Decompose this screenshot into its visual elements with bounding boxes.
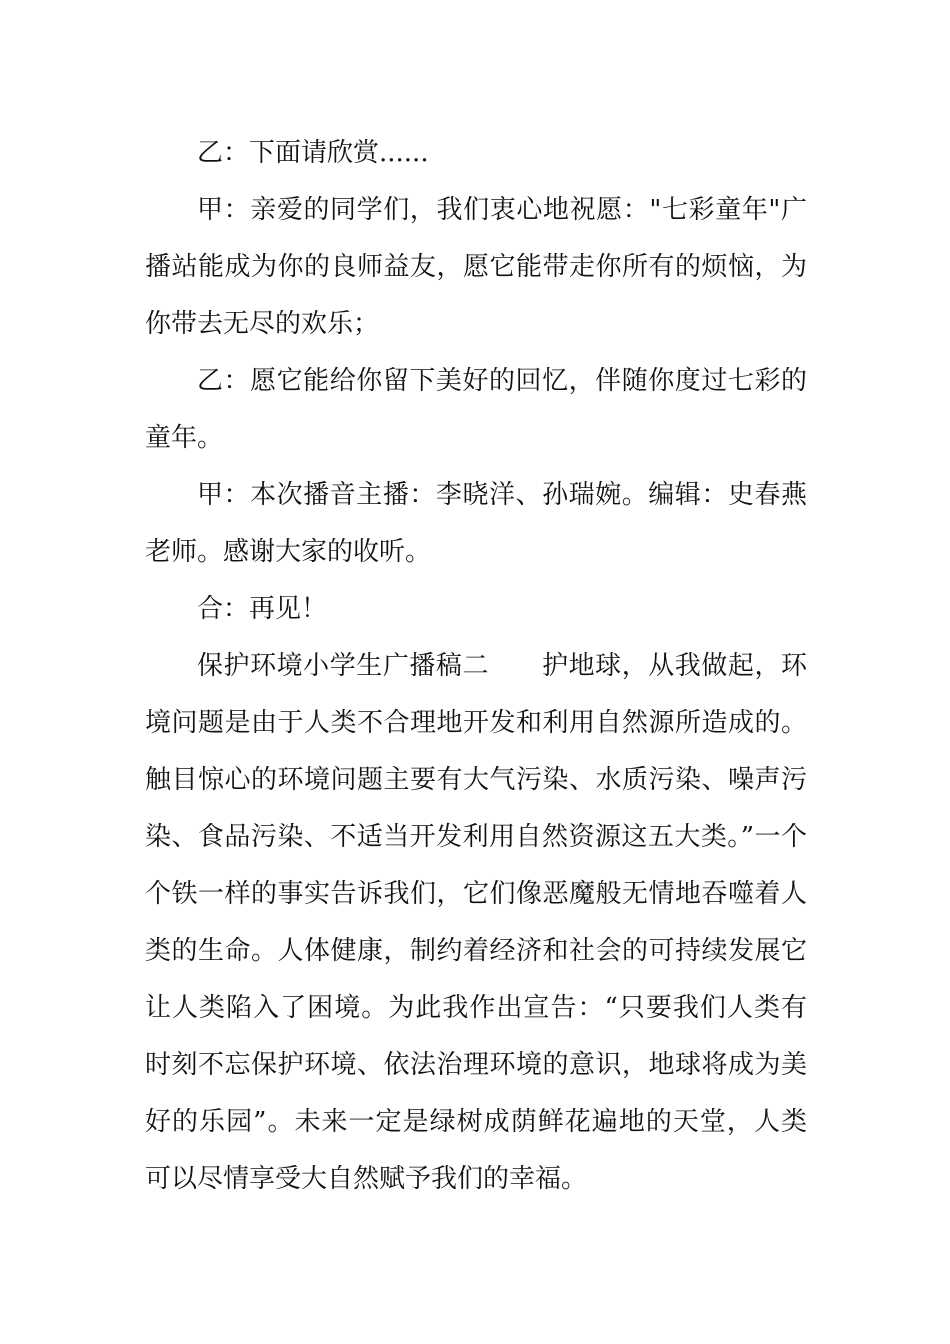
paragraph-2: 甲：亲爱的同学们，我们衷心地祝愿："七彩童年"广播站能成为你的良师益友，愿它能带走你所有的烦恼，为你带去无尽的欢乐； [145, 195, 807, 339]
paragraph-3: 乙：愿它能给你留下美好的回忆，伴随你度过七彩的童年。 [145, 366, 807, 453]
paragraph-4: 甲：本次播音主播：李晓洋、孙瑞婉。编辑：史春燕老师。感谢大家的收听。 [145, 480, 807, 567]
document-body [145, 125, 807, 1208]
paragraph-5: 合：再见！ [197, 594, 328, 624]
paragraph-6: 保护环境小学生广播稿二 护地球，从我做起，环境问题是由于人类不合理地开发和利用自然源所造成的。触目惊心的环境问题主要有大气污染、水质污染、噪声污染、食品污染、不适当开发利用自然资源这五大类。”一个个铁一样的事实告诉我们，它们像恶魔般无情地吞噬着人类的生命。人体健康，制约着经济和社会的可持续发展它让人类陷入了困境。为此我作出宣告：“只要我们人类有时刻不忘保护环境、依法治理环境的意识，地球将成为美好的乐园”。未来一定是绿树成荫鲜花遍地的天堂，人类可以尽情享受大自然赋予我们的幸福。 [145, 651, 807, 1194]
paragraph-1: 乙：下面请欣赏...... [197, 138, 429, 168]
